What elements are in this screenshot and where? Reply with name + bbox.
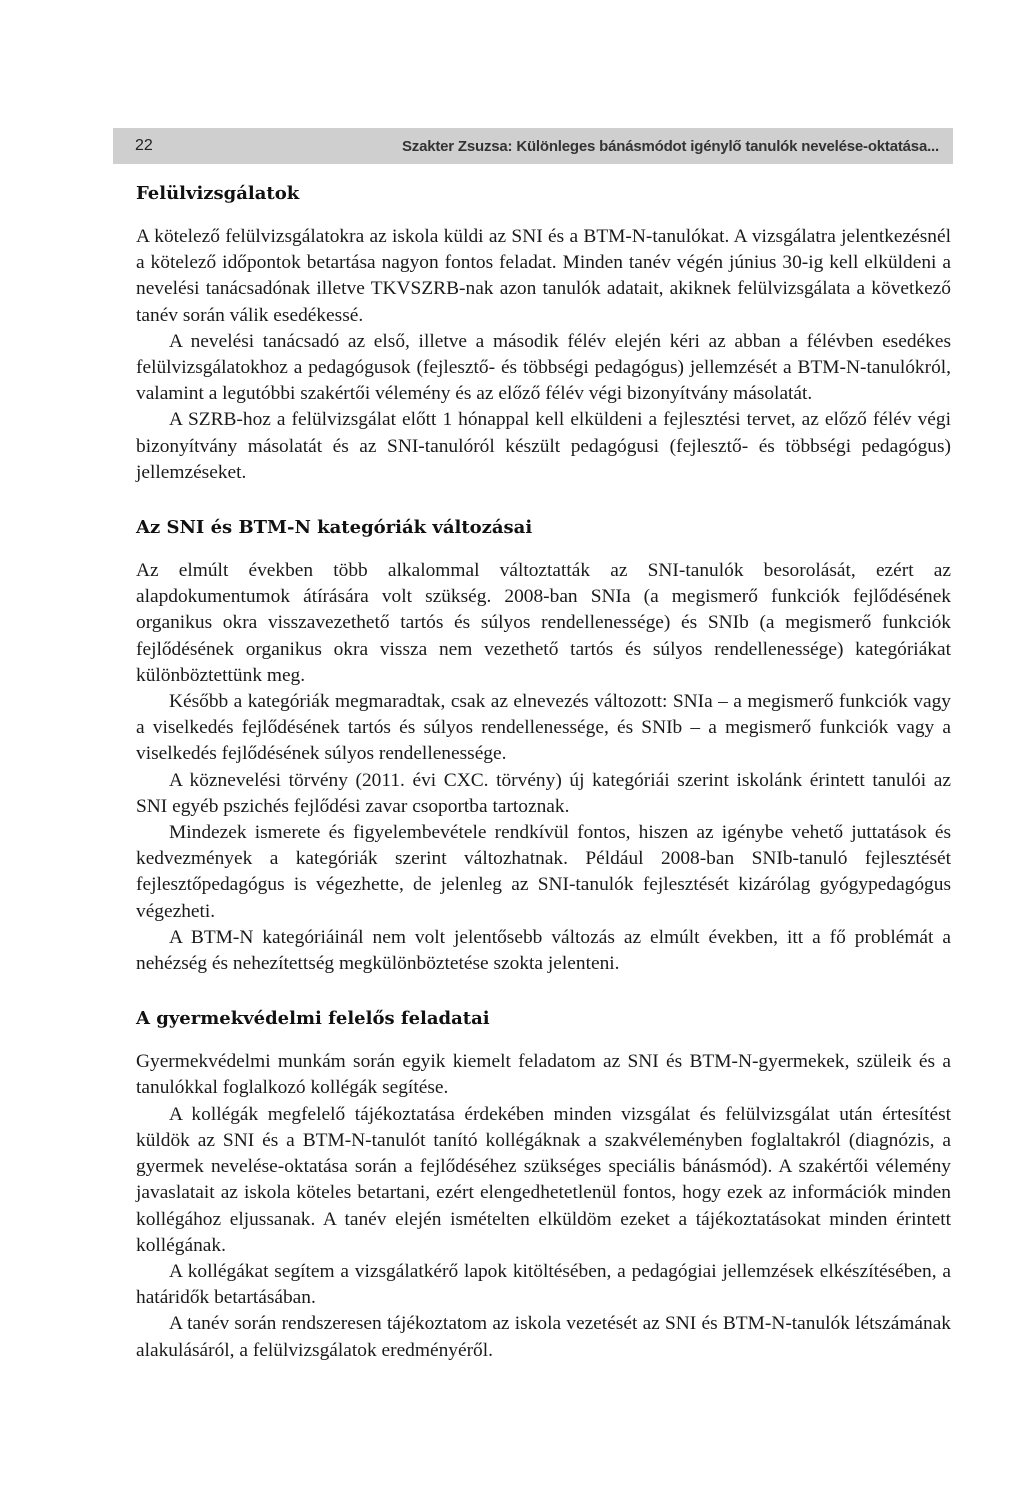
paragraph: A BTM-N kategóriáinál nem volt jelentősebb változás az elmúlt években, itt a fő problémát a nehézség és nehezítettség megkülönböztetése szokta jelenteni. bbox=[136, 926, 951, 975]
section-felulvizsgalatok bbox=[136, 182, 951, 486]
paragraph: A köznevelési törvény (2011. évi CXC. törvény) új kategóriái szerint iskolánk érintett tanulói az SNI egyéb pszichés fejlődési zavar csoportba tartoznak. bbox=[136, 769, 951, 817]
page-number: 22 bbox=[135, 137, 153, 154]
paragraph: A tanév során rendszeresen tájékoztatom az iskola vezetését az SNI és BTM-N-tanulók létszámának alakulásáról, a felülvizsgálatok eredményéről. bbox=[136, 1313, 951, 1361]
paragraph: Később a kategóriák megmaradtak, csak az elnevezés változott: SNIa – a megismerő funkciók vagy a viselkedés fejlődésének tartós és súlyos rendellenessége, és SNIb – a megismerő funkciók vagy a viselkedés fejlődésének súlyos rendellenessége. bbox=[136, 691, 951, 765]
paragraph: A nevelési tanácsadó az első, illetve a második félév elején kéri az abban a félévben esedékes felülvizsgálatokhoz a pedagógusok (fejlesztő- és többségi pedagógus) jellemzését a BTM-N-tanulókról, valamint a legutóbbi szakértői vélemény és az előző félév végi bizonyítvány másolatát. bbox=[136, 330, 951, 405]
section-heading: A gyermekvédelmi felelős feladatai bbox=[136, 1008, 490, 1030]
section-heading: Felülvizsgálatok bbox=[136, 183, 300, 204]
section-heading: Az SNI és BTM-N kategóriák változásai bbox=[136, 517, 533, 539]
paragraph: A SZRB-hoz a felülvizsgálat előtt 1 hónappal kell elküldeni a fejlesztési tervet, az előző félév végi bizonyítvány másolatát és az SNI-tanulóról készült pedagógusi (fejlesztő- és többségi pedagógus) jellemzéseket. bbox=[136, 409, 951, 483]
section-gyermekvedelmi-feladatai bbox=[136, 1007, 951, 1363]
page-body bbox=[136, 182, 951, 1394]
paragraph: Mindezek ismerete és figyelembevétele rendkívül fontos, hiszen az igénybe vehető juttatások és kedvezmények a kategóriák szerint változhatnak. Például 2008-ban SNIb-tanuló fejlesztését fejlesztőpedagógus is végezhette, de jelenleg az SNI-tanulók fejlesztését kizárólag gyógypedagógus végezheti. bbox=[136, 822, 951, 922]
paragraph: A kollégákat segítem a vizsgálatkérő lapok kitöltésében, a pedagógiai jellemzések elkészítésében, a határidők betartásában. bbox=[136, 1260, 951, 1309]
section-kategoriak-valtozasai bbox=[136, 516, 951, 977]
running-head-title: Szakter Zsuzsa: Különleges bánásmódot igénylő tanulók nevelése-oktatása... bbox=[401, 137, 939, 155]
paragraph: A kollégák megfelelő tájékoztatása érdekében minden vizsgálat és felülvizsgálat után értesítést küldök az SNI és a BTM-N-tanulót tanító kollégáknak a szakvéleményben foglaltakról (diagnózis, a gyermek nevelése-oktatása során a fejlődéséhez szükséges speciális bánásmód). A szakértői vélemény javaslatait az iskola köteles betartani, ezért elengedhetetlenül fontos, hogy ezek az információk minden kollégához eljussanak. A tanév elején ismételten elküldöm ezeket a tájékoztatásokat minden érintett kollégának. bbox=[136, 1103, 951, 1256]
paragraph: Az elmúlt években több alkalommal változtatták az SNI-tanulók besorolását, ezért az alapdokumentumok átírására volt szükség. 2008-ban SNIa (a megismerő funkciók fejlődésének organikus okra visszavezethető tartós és súlyos rendellenessége) és SNIb (a megismerő funkciók fejlődésének organikus okra vissza nem vezethető tartós és súlyos rendellenessége) kategóriákat különböztettünk meg. bbox=[136, 560, 951, 686]
paragraph: Gyermekvédelmi munkám során egyik kiemelt feladatom az SNI és BTM-N-gyermekek, szüleik és a tanulókkal foglalkozó kollégák segítése. bbox=[136, 1051, 951, 1099]
running-header bbox=[113, 128, 953, 164]
paragraph: A kötelező felülvizsgálatokra az iskola küldi az SNI és a BTM-N-tanulókat. A vizsgálatra jelentkezésnél a kötelező időpontok betartása nagyon fontos feladat. Minden tanév végén június 30-ig kell elküldeni a nevelési tanácsadónak illetve TKVSZRB-nak azon tanulók adatait, akiknek felülvizsgálata a következő tanév során válik esedékessé. bbox=[136, 226, 951, 326]
